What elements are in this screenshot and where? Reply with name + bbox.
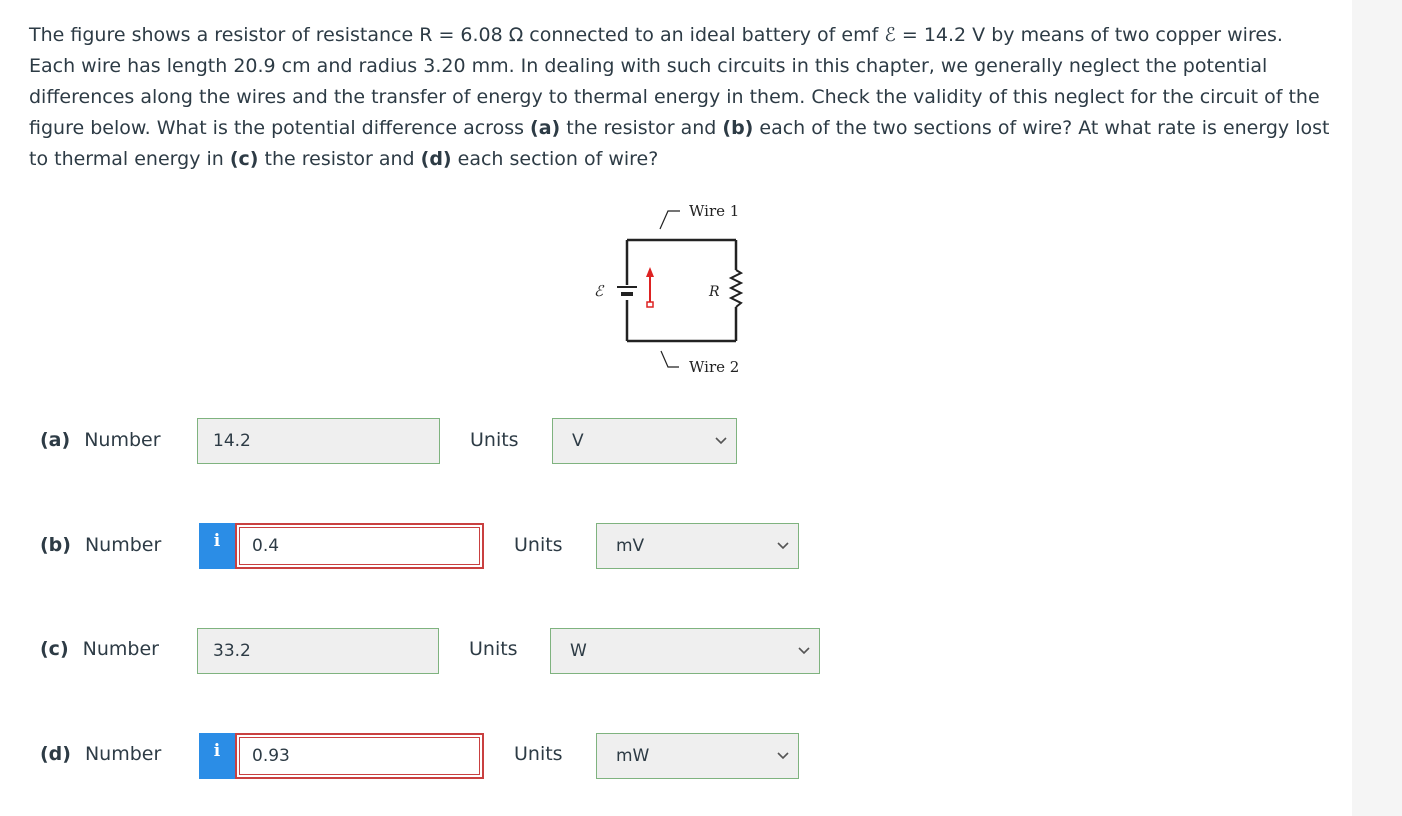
units-a-select[interactable] <box>552 418 737 464</box>
chevron-down-icon <box>776 540 790 552</box>
current-arrow-base <box>647 302 653 307</box>
units-c-selected: W <box>570 641 587 661</box>
wire1-leader <box>660 211 680 229</box>
page-scrollbar-area <box>1352 0 1402 816</box>
emf-label: ℰ <box>594 282 604 300</box>
answer-c-input[interactable]: 33.2 <box>197 628 439 674</box>
units-c-select[interactable] <box>550 628 820 674</box>
units-b-select[interactable] <box>596 523 799 569</box>
units-d-selected: mW <box>616 746 650 766</box>
answer-d-input[interactable]: 0.93 <box>235 733 484 779</box>
answer-a-input[interactable]: 14.2 <box>197 418 440 464</box>
question-line: Each wire has length 20.9 cm and radius 3.20 mm. In dealing with such circuits in this chapter, we generally neglect the potential <box>29 55 1268 77</box>
row-c-label: (c) Number <box>40 638 159 660</box>
units-d-label: Units <box>514 743 563 765</box>
question-line: The figure shows a resistor of resistance R = 6.08 Ω connected to an ideal battery of emf ℰ = 14.2 V by means of two copper wires. <box>29 24 1283 46</box>
units-c-label: Units <box>469 638 518 660</box>
wire2-label: Wire 2 <box>689 358 740 376</box>
answer-b-input[interactable]: 0.4 <box>235 523 484 569</box>
info-icon[interactable]: i <box>199 523 235 569</box>
info-icon[interactable]: i <box>199 733 235 779</box>
row-d-label: (d) Number <box>40 743 162 765</box>
question-line: differences along the wires and the transfer of energy to thermal energy in them. Check the validity of this neglect for the circuit of the <box>29 86 1320 108</box>
row-a-label: (a) Number <box>40 429 161 451</box>
wire1-label: Wire 1 <box>689 202 740 220</box>
units-d-select[interactable] <box>596 733 799 779</box>
chevron-down-icon <box>714 435 728 447</box>
chevron-down-icon <box>776 750 790 762</box>
units-a-label: Units <box>470 429 519 451</box>
question-line: to thermal energy in (c) the resistor and (d) each section of wire? <box>29 148 659 170</box>
units-b-selected: mV <box>616 536 645 556</box>
question-text <box>29 20 1339 175</box>
chevron-down-icon <box>797 645 811 657</box>
resistor-symbol <box>731 270 741 307</box>
row-b-label: (b) Number <box>40 534 162 556</box>
resistor-label: R <box>709 284 720 300</box>
circuit-figure <box>570 195 780 385</box>
units-b-label: Units <box>514 534 563 556</box>
wire2-leader <box>661 351 679 367</box>
current-arrowhead <box>646 267 654 277</box>
question-line: figure below. What is the potential difference across (a) the resistor and (b) each of the two sections of wire? At what rate is energy lost <box>29 117 1330 139</box>
units-a-selected: V <box>572 431 584 451</box>
